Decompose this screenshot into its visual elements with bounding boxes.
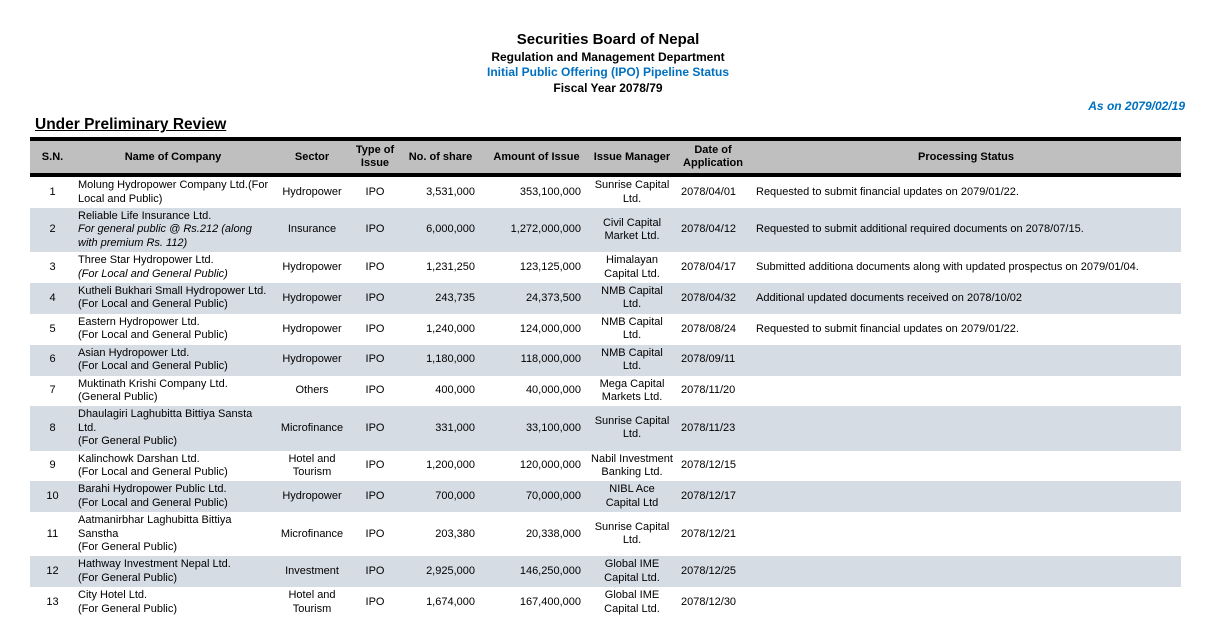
company-name-note: (For Local and General Public) — [78, 465, 228, 478]
table-row — [30, 376, 1181, 407]
table-header-row — [30, 139, 1181, 175]
company-name-text: Reliable Life Insurance Ltd. — [78, 210, 212, 223]
company-name-note: (For General Public) — [78, 571, 178, 584]
department-line: Regulation and Management Department — [491, 49, 725, 64]
company-name-text: Aatmanirbhar Laghubitta Bittiya Sanstha — [78, 514, 232, 540]
table-row — [30, 556, 1181, 587]
cell-application-date: 2078/12/21 — [681, 527, 737, 540]
company-name-text: Eastern Hydropower Ltd. — [78, 315, 200, 328]
company-name-note: (For Local and General Public) — [78, 496, 228, 509]
cell-company-name — [75, 175, 271, 208]
cell-application-date: 2078/04/17 — [681, 260, 737, 273]
company-name-note: (For General Public) — [78, 435, 178, 448]
cell-issue-manager: NMB Capital Ltd. — [589, 345, 675, 376]
cell-sector: Hydropower — [282, 322, 342, 335]
cell-issue-type: IPO — [353, 208, 397, 252]
cell-company-name — [75, 512, 271, 556]
cell-company-name — [75, 314, 271, 345]
cell-processing-status — [751, 512, 1181, 556]
cell-issue-amount: 70,000,000 — [484, 481, 589, 512]
table-row — [30, 345, 1181, 376]
cell-share-count: 1,231,250 — [426, 260, 475, 273]
cell-issue-amount: 40,000,000 — [525, 384, 581, 397]
cell-issue-amount: 124,000,000 — [519, 322, 581, 335]
cell-issue-manager: Civil Capital Market Ltd. — [589, 208, 675, 252]
cell-company-name — [75, 376, 271, 407]
cell-issue-type: IPO — [353, 406, 397, 450]
cell-company-name — [75, 556, 271, 587]
cell-application-date: 2078/04/12 — [675, 208, 751, 252]
cell-issue-type: IPO — [365, 322, 385, 335]
cell-issue-manager: NMB Capital Ltd. — [601, 315, 663, 342]
cell-issue-manager: Mega Capital Markets Ltd. — [599, 377, 665, 403]
document-header — [0, 0, 1216, 96]
cell-sector: Investment — [271, 556, 353, 587]
header-shares: No. of share — [397, 139, 484, 175]
company-name-text: Kutheli Bukhari Small Hydropower Ltd. — [78, 285, 267, 298]
cell-share-count: 1,180,000 — [397, 345, 484, 376]
cell-issue-amount: 120,000,000 — [519, 459, 581, 472]
cell-issue-manager: Nabil Investment Banking Ltd. — [591, 452, 673, 478]
cell-sector: Hydropower — [271, 481, 353, 512]
header-manager: Issue Manager — [589, 139, 675, 175]
company-name-text: City Hotel Ltd. — [78, 589, 148, 602]
cell-issue-type: IPO — [365, 260, 385, 273]
company-name-text: Molung Hydropower Company Ltd.(For Local and Public) — [78, 179, 269, 205]
header-amount: Amount of Issue — [484, 139, 589, 175]
table-row — [30, 451, 1181, 482]
table-row — [30, 512, 1181, 556]
cell-processing-status: Submitted additiona documents along with updated prospectus on 2079/01/04. — [756, 260, 1139, 273]
section-title: Under Preliminary Review — [35, 116, 227, 134]
cell-application-date: 2078/12/15 — [681, 459, 737, 472]
cell-processing-status — [751, 451, 1181, 482]
company-name-note: (For Local and General Public) — [78, 298, 228, 311]
cell-application-date: 2078/08/24 — [681, 322, 737, 335]
cell-issue-amount: 33,100,000 — [484, 406, 589, 450]
company-name-text: Asian Hydropower Ltd. — [78, 346, 190, 359]
cell-issue-manager: Sunrise Capital Ltd. — [594, 520, 670, 547]
company-name-text: Muktinath Krishi Company Ltd. — [78, 377, 228, 390]
cell-processing-status — [751, 376, 1181, 407]
cell-serial-number: 5 — [49, 322, 56, 335]
cell-processing-status: Requested to submit financial updates on 2079/01/22. — [756, 185, 1019, 198]
cell-processing-status — [751, 556, 1181, 587]
cell-serial-number: 4 — [30, 283, 75, 314]
header-sector: Sector — [271, 139, 353, 175]
cell-application-date: 2078/12/17 — [675, 481, 751, 512]
table-row — [30, 314, 1181, 345]
cell-issue-type: IPO — [353, 481, 397, 512]
cell-serial-number: 7 — [49, 384, 56, 397]
cell-share-count: 700,000 — [397, 481, 484, 512]
cell-sector: Insurance — [271, 208, 353, 252]
table-row — [30, 252, 1181, 283]
header-status: Processing Status — [751, 139, 1181, 175]
cell-issue-manager: Sunrise Capital Ltd. — [589, 406, 675, 450]
cell-application-date: 2078/11/20 — [681, 384, 736, 397]
company-name-note: (For Local and General Public) — [78, 267, 228, 280]
cell-share-count: 3,531,000 — [426, 185, 475, 198]
cell-processing-status — [751, 587, 1181, 618]
cell-sector: Others — [295, 384, 329, 397]
cell-issue-manager: Global IME Capital Ltd. — [604, 589, 660, 615]
cell-issue-type: IPO — [365, 595, 385, 608]
cell-share-count: 203,380 — [435, 527, 475, 540]
cell-sector: Microfinance — [280, 527, 344, 540]
cell-processing-status: Additional updated documents received on 2078/10/02 — [751, 283, 1181, 314]
cell-company-name — [75, 451, 271, 482]
company-name-text: Barahi Hydropower Public Ltd. — [78, 483, 227, 496]
cell-issue-type: IPO — [365, 384, 385, 397]
cell-sector: Hydropower — [271, 283, 353, 314]
cell-company-name — [75, 283, 271, 314]
cell-application-date: 2078/11/23 — [675, 406, 751, 450]
cell-issue-amount: 353,100,000 — [519, 185, 581, 198]
cell-application-date: 2078/12/25 — [675, 556, 751, 587]
cell-processing-status — [751, 406, 1181, 450]
cell-sector: Hydropower — [282, 260, 342, 273]
header-date: Date of Application — [675, 139, 751, 175]
cell-share-count: 2,925,000 — [397, 556, 484, 587]
cell-application-date: 2078/09/11 — [675, 345, 751, 376]
cell-share-count: 1,240,000 — [426, 322, 475, 335]
cell-processing-status: Requested to submit additional required documents on 2078/07/15. — [751, 208, 1181, 252]
company-name-text: Dhaulagiri Laghubitta Bittiya Sansta Ltd. — [78, 408, 253, 434]
cell-application-date: 2078/04/32 — [675, 283, 751, 314]
cell-issue-type: IPO — [365, 459, 385, 472]
org-title: Securities Board of Nepal — [516, 31, 700, 48]
cell-processing-status: Requested to submit financial updates on 2079/01/22. — [756, 322, 1019, 335]
cell-share-count: 331,000 — [397, 406, 484, 450]
cell-serial-number: 11 — [46, 527, 59, 540]
cell-issue-amount: 167,400,000 — [519, 595, 581, 608]
cell-serial-number: 9 — [49, 459, 56, 472]
company-name-note: (For General Public) — [78, 540, 178, 553]
ipo-pipeline-table — [30, 137, 1181, 618]
company-name-text: Hathway Investment Nepal Ltd. — [78, 558, 231, 571]
table-row — [30, 587, 1181, 618]
cell-serial-number: 3 — [49, 260, 56, 273]
cell-share-count: 400,000 — [435, 384, 475, 397]
cell-company-name — [75, 587, 271, 618]
cell-company-name — [75, 208, 271, 252]
company-name-note: (For Local and General Public) — [78, 329, 228, 342]
table-row — [30, 481, 1181, 512]
company-name-text: Three Star Hydropower Ltd. — [78, 254, 214, 267]
cell-processing-status — [751, 345, 1181, 376]
cell-company-name — [75, 406, 271, 450]
cell-sector: Microfinance — [271, 406, 353, 450]
cell-serial-number: 13 — [46, 595, 59, 608]
company-name-note: (For Local and General Public) — [78, 360, 228, 373]
company-name-note: (General Public) — [78, 390, 158, 403]
cell-share-count: 243,735 — [397, 283, 484, 314]
table-row — [30, 283, 1181, 314]
cell-share-count: 1,200,000 — [426, 459, 475, 472]
header-sn: S.N. — [30, 139, 75, 175]
company-name-note: (For General Public) — [78, 602, 178, 615]
company-name-text: Kalinchowk Darshan Ltd. — [78, 452, 200, 465]
cell-issue-type: IPO — [353, 556, 397, 587]
cell-serial-number: 6 — [30, 345, 75, 376]
table-row — [30, 175, 1181, 208]
cell-issue-amount: 1,272,000,000 — [484, 208, 589, 252]
cell-share-count: 1,674,000 — [426, 595, 475, 608]
cell-application-date: 2078/12/30 — [681, 595, 737, 608]
cell-issue-type: IPO — [365, 185, 385, 198]
cell-application-date: 2078/04/01 — [681, 185, 737, 198]
table-row — [30, 208, 1181, 252]
header-company: Name of Company — [75, 139, 271, 175]
cell-issue-amount: 20,338,000 — [525, 527, 581, 540]
report-title: Initial Public Offering (IPO) Pipeline Status — [486, 65, 730, 80]
cell-issue-manager: Sunrise Capital Ltd. — [594, 179, 670, 205]
cell-company-name — [75, 345, 271, 376]
fiscal-year-line: Fiscal Year 2078/79 — [553, 80, 663, 95]
cell-issue-amount: 146,250,000 — [484, 556, 589, 587]
cell-company-name — [75, 481, 271, 512]
cell-issue-type: IPO — [353, 283, 397, 314]
cell-serial-number: 2 — [30, 208, 75, 252]
cell-share-count: 6,000,000 — [397, 208, 484, 252]
cell-sector: Hotel and Tourism — [288, 589, 336, 615]
cell-issue-manager: NIBL Ace Capital Ltd — [589, 481, 675, 512]
cell-sector: Hotel and Tourism — [288, 452, 336, 478]
as-on-date: As on 2079/02/19 — [1088, 99, 1185, 114]
cell-serial-number: 1 — [49, 185, 56, 198]
cell-serial-number: 12 — [30, 556, 75, 587]
cell-serial-number: 8 — [30, 406, 75, 450]
cell-issue-amount: 118,000,000 — [484, 345, 589, 376]
cell-processing-status — [751, 481, 1181, 512]
cell-issue-manager: NMB Capital Ltd. — [589, 283, 675, 314]
cell-issue-amount: 123,125,000 — [519, 260, 581, 273]
cell-issue-amount: 24,373,500 — [484, 283, 589, 314]
company-name-note: For general public @ Rs.212 (along with premium Rs. 112) — [78, 223, 252, 249]
cell-serial-number: 10 — [30, 481, 75, 512]
cell-issue-manager: Global IME Capital Ltd. — [589, 556, 675, 587]
cell-sector: Hydropower — [282, 185, 342, 198]
cell-company-name — [75, 252, 271, 283]
cell-issue-type: IPO — [365, 527, 385, 540]
header-type: Type of Issue — [353, 139, 397, 175]
cell-issue-manager: Himalayan Capital Ltd. — [604, 254, 660, 280]
cell-sector: Hydropower — [271, 345, 353, 376]
cell-issue-type: IPO — [353, 345, 397, 376]
table-row — [30, 406, 1181, 450]
